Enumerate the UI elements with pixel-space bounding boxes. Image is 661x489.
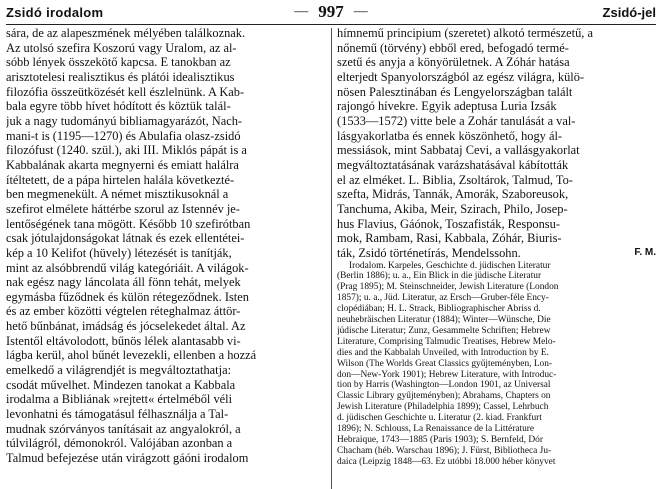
text-line: túlvilágról, démonokról. Valójában azonban a bbox=[6, 436, 233, 451]
bibliography bbox=[337, 261, 656, 468]
text-line: elterjedt Spanyolországból az egész világra, külö- bbox=[337, 69, 585, 84]
bibliography-line: (Prag 1895); M. Steinschneider, Jewish Literature (London bbox=[337, 282, 559, 293]
bibliography-line: clopédiában; H. L. Strack, Bibliographischer Abriss d. bbox=[337, 304, 541, 315]
bibliography-line: dies and the Kabbalah Unveiled, with Introduction by E. bbox=[337, 347, 549, 358]
text-line: nak egész nagy láncolata áll fönn tehát, melyek bbox=[6, 275, 241, 290]
text-line: Tanchuma, Akiba, Meir, Szirach, Philo, Josep- bbox=[337, 201, 568, 216]
bibliography-line: Wilson (The Worlds Great Classics gyűjteményben, Lon- bbox=[337, 358, 553, 369]
bibliography-line: Chacham (héb. Warschau 1896); J. Fürst, Bibliotheca Ju- bbox=[337, 445, 552, 456]
header-rule bbox=[6, 24, 656, 25]
bibliography-line: Literature, Comprising Talmudic Treatises, Hebrew Melo- bbox=[337, 336, 556, 347]
text-line: hímnemű principium (szeretet) alkotó természetű, a bbox=[337, 26, 593, 40]
text-line: sára, de az alapeszmének mélyében találkoznak. bbox=[6, 26, 246, 40]
bibliography-line: tion by Harris (Washington—London 1901, az Universal bbox=[337, 380, 551, 391]
text-line: bala egyre több hívet hódított és köztük talál- bbox=[6, 99, 231, 114]
text-line: ben megmenekült. A német misztikusoknál a bbox=[6, 187, 229, 202]
text-line: szefirot elmélete háttérbe szorul az Istennév je- bbox=[6, 201, 240, 216]
text-line: (1533—1572) vitte bele a Zohár tanulását a val- bbox=[337, 113, 576, 128]
text-line: messiások, mint Sabbataj Cevi, a vallásgyakorlat bbox=[337, 143, 580, 158]
text-line: hus Flavius, Gáónok, Toszafisták, Responsu- bbox=[337, 216, 560, 231]
text-line: ítéltetett, de a pápa hirtelen halála következté- bbox=[6, 172, 235, 187]
text-line: irodalma a Bibliának »rejtett« értelméből véli bbox=[6, 392, 233, 407]
dash-left: — bbox=[294, 4, 309, 19]
text-line: lásgyakorlatba és ennek köszönhető, hogy ál- bbox=[337, 128, 563, 143]
text-line: hető bűnbánat, imádság és jócselekedet által. Az bbox=[6, 319, 246, 334]
text-line: mint az alsóbbrendű világ kategóriáit. A világok- bbox=[6, 260, 249, 275]
bibliography-line: Classic Library gyűjteményben); Abrahams, Chapters on bbox=[337, 391, 551, 402]
text-line: mani-t is (1195—1270) és Abulafia olasz-zsidó bbox=[6, 128, 241, 143]
dash-right: — bbox=[353, 4, 368, 19]
right-column bbox=[337, 26, 656, 468]
text-line: mok, Rambam, Rasi, Kabbala, Zóhár, Biuris- bbox=[337, 231, 562, 246]
running-head-left: Zsidó irodalom bbox=[6, 5, 104, 20]
bibliography-line: Irodalom. Karpeles, Geschichte d. jüdischen Literatur bbox=[349, 260, 551, 271]
page-header bbox=[6, 0, 656, 24]
text-line: arisztotelesi realisztikus és plátói idealisztikus bbox=[6, 69, 235, 84]
text-line: nőnemű (törvény) ebből ered, befogadó termé- bbox=[337, 40, 569, 55]
text-line: Talmud befejezése után virágzott gáóni irodalom bbox=[6, 451, 249, 466]
author-signature: F. M. bbox=[634, 246, 656, 258]
running-head-right: Zsidó-jel bbox=[602, 5, 656, 20]
bibliography-line: neuhebräischen Literatur (1884); Winter—Wünsche, Die bbox=[337, 315, 551, 326]
text-line: rajongó hívekre. Egyik adeptusa Luria Izsák bbox=[337, 99, 557, 114]
text-line: lentőségének tana mögött. Később 10 szefirótban bbox=[6, 216, 251, 231]
text-line: egymásba fűződnek és külön rétegeződnek. Isten bbox=[6, 289, 249, 304]
text-line: Az utolsó szefira Koszorú vagy Uralom, az al- bbox=[6, 40, 237, 55]
text-line: mudnak szórványos tanításait az angyalokról, a bbox=[6, 421, 241, 436]
text-line: Kabbalának akarta megnyerni és emiatt halálra bbox=[6, 157, 239, 172]
text-line: Istentől eltávolodott, bűnös lélek alantasabb vi- bbox=[6, 333, 241, 348]
text-line: levonhatni és támogatásul félhasználja a Tal- bbox=[6, 407, 229, 422]
page-number: 997 bbox=[318, 2, 344, 21]
text-line: megváltoztatásának varázshatásával kábították bbox=[337, 157, 569, 172]
bibliography-line: 1896); N. Schlouss, La Renaissance de la Littérature bbox=[337, 424, 535, 435]
bibliography-line: (Berlin 1886); u. a., Ein Blick in die jüdische Literatur bbox=[337, 271, 542, 282]
right-column-text bbox=[337, 26, 656, 261]
left-column bbox=[6, 26, 325, 466]
text-line: és az ember közötti végtelen réteghalmaz áttör- bbox=[6, 304, 241, 319]
text-line: ták, Zsidó történetírás, Mendelssohn. F. M. bbox=[337, 245, 656, 260]
page-number-block bbox=[6, 2, 656, 22]
column-divider bbox=[331, 28, 332, 489]
text-line: kép a 10 Kelifot (hüvely) létezését is tanítják, bbox=[6, 245, 232, 260]
bibliography-line: jüdische Literatur; Zunz, Gesammelte Schriften; Hebrew bbox=[337, 325, 551, 336]
text-line: lágba kerül, ahol bűnét levezekli, ellenben a hozzá bbox=[6, 348, 257, 363]
bibliography-line: don—New-York 1901); Hebrew Literature, with Introduc- bbox=[337, 369, 557, 380]
bibliography-line: d. jüdischen Geschichte u. Literatur (2. kiad. Frankfurt bbox=[337, 413, 542, 424]
text-line: filozófust (1240. szül.), aki III. Miklós pápát is a bbox=[6, 143, 247, 158]
bibliography-line: Jewish Literature (Philadelphia 1899); Cassel, Lehrbuch bbox=[337, 402, 549, 413]
text-line: csak jótulajdonságokat látnak és ezek ellentétei- bbox=[6, 231, 245, 246]
bibliography-line: daica (Leipzig 1848—63. Ez utóbbi 18.000 héber könyvet bbox=[337, 456, 556, 467]
text-line: filozófia összeütközését kell észlelnünk. A Kab- bbox=[6, 84, 245, 99]
bibliography-line: 1857); u. a., Jüd. Literatur, az Ersch—Gruber-féle Ency- bbox=[337, 293, 549, 304]
text-line: nösen Palesztinában és Lengyelországban talált bbox=[337, 84, 573, 99]
text-line: szefta, Midrás, Tannák, Amorák, Szaboreusok, bbox=[337, 187, 569, 202]
text-line: juk a nagy tudományú bibliamagyarázót, Nach- bbox=[6, 113, 243, 128]
text-line: csodát művelhet. Mindezen tanokat a Kabbala bbox=[6, 377, 236, 392]
text-line: szetű és anyja a könyörületnek. A Zóhár hatása bbox=[337, 55, 570, 70]
bibliography-line: Hebraique, 1743—1885 (Paris 1903); S. Bernfeld, Dór bbox=[337, 435, 543, 445]
text-line: emelkedő a világrendjét is megváltoztathatja: bbox=[6, 363, 232, 378]
text-line: el az elméket. L. Biblia, Zsoltárok, Talmud, To- bbox=[337, 172, 573, 187]
text-line: sóbb lények összekötő kapcsa. E tanokban az bbox=[6, 55, 231, 70]
